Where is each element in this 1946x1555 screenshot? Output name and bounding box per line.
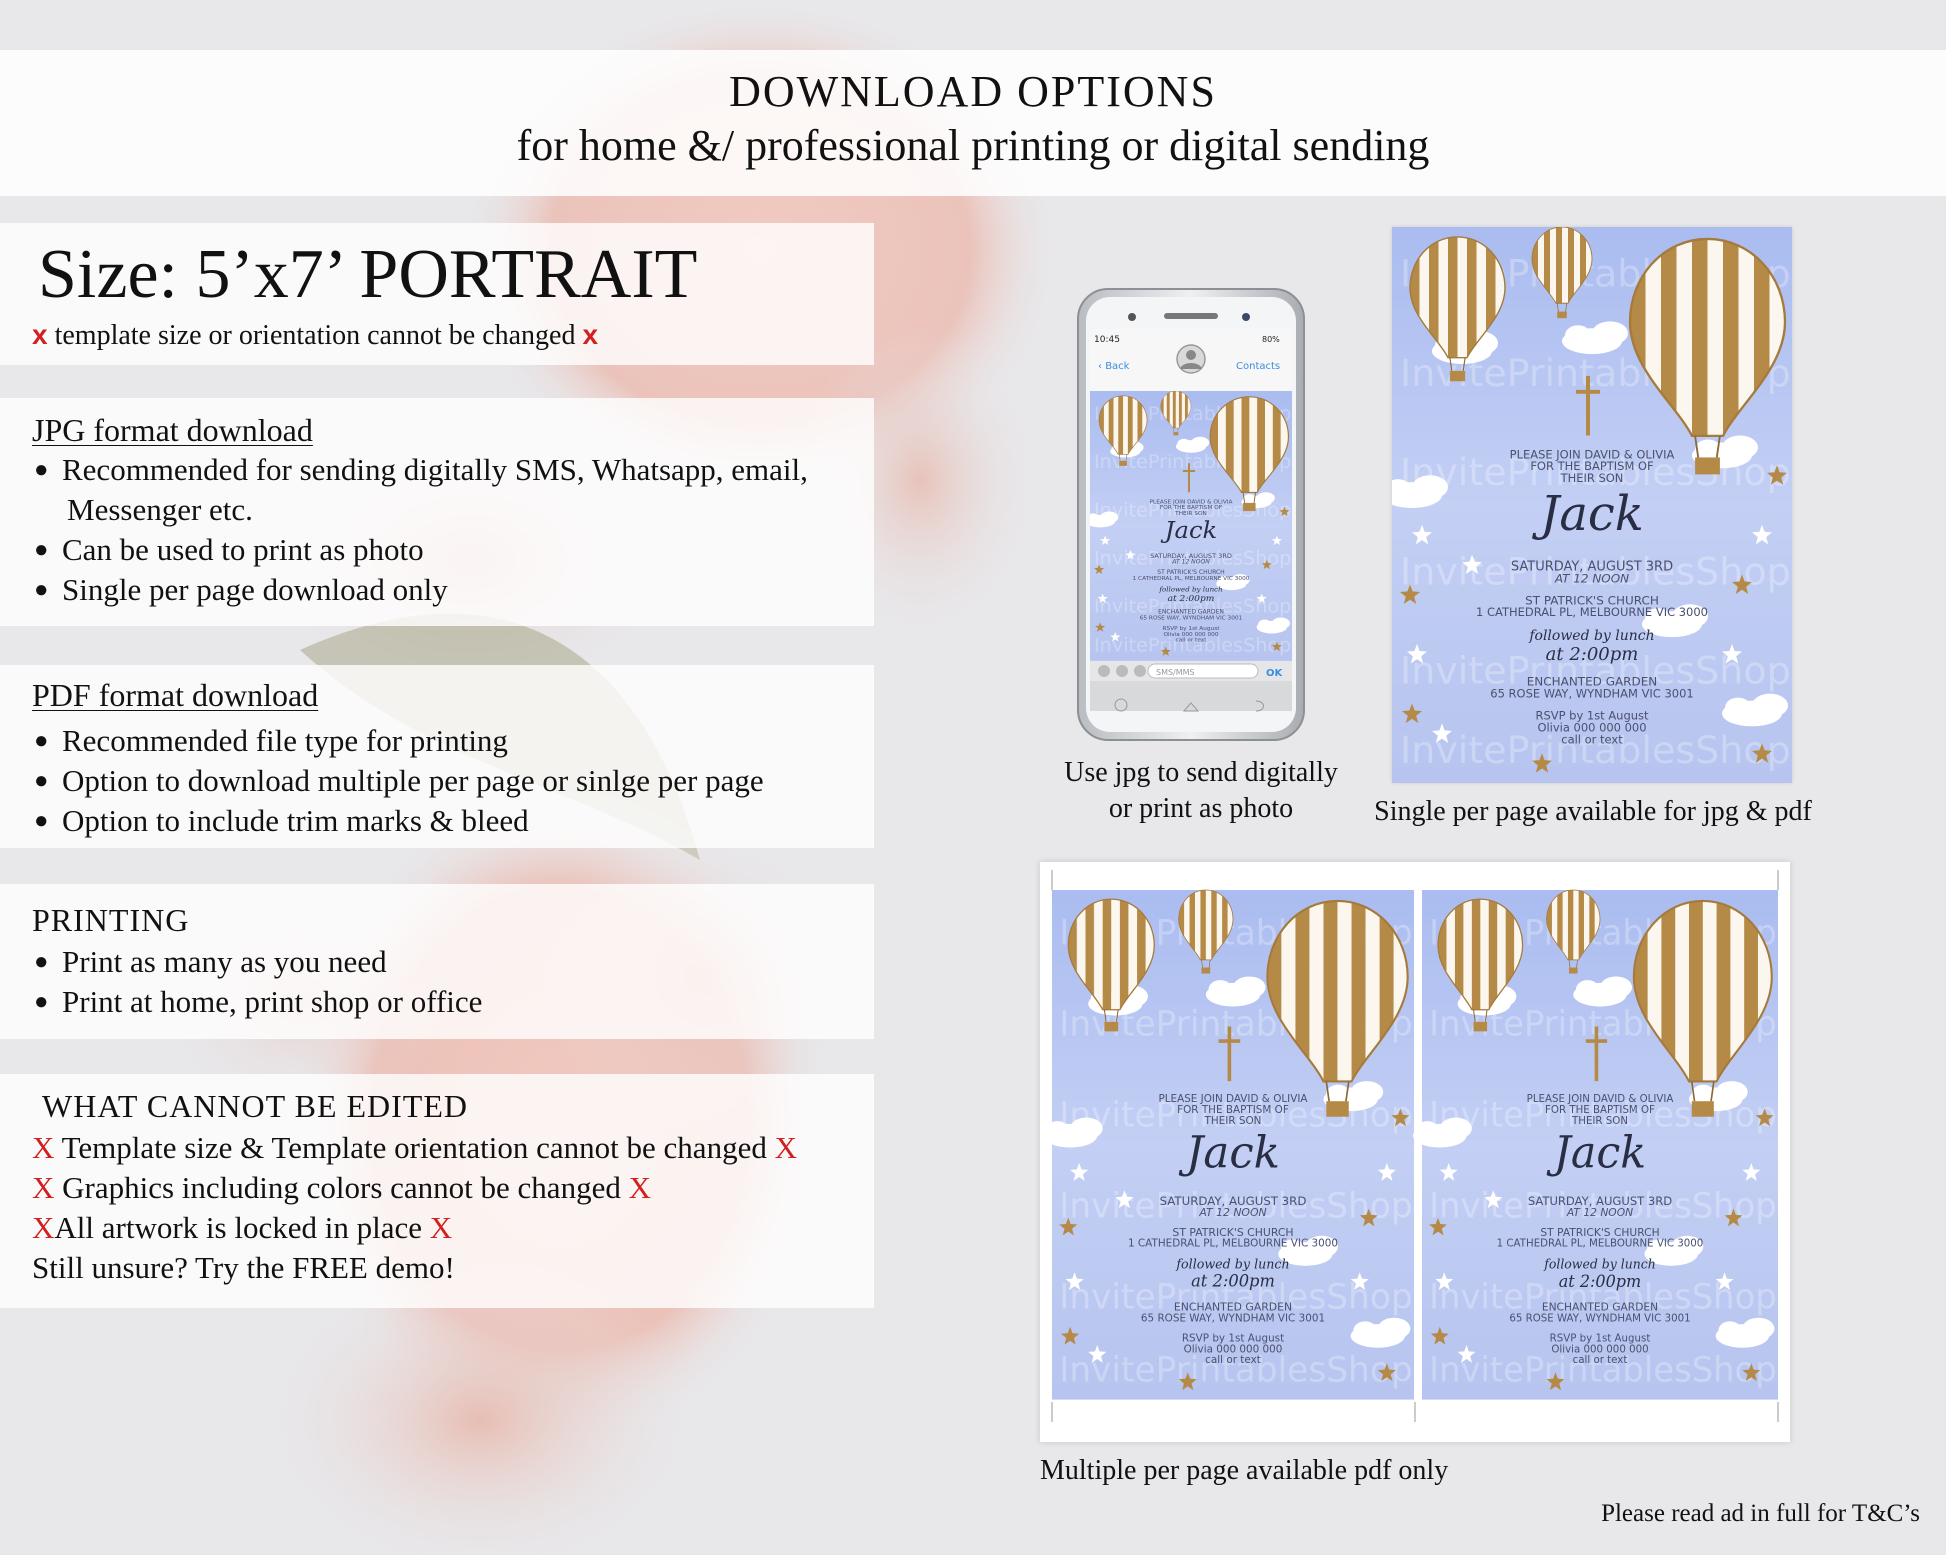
bullet-icon: ●: [34, 768, 49, 794]
x-mark-icon: X: [429, 1210, 453, 1245]
single-invitation-card: [1392, 227, 1792, 783]
bullet-icon: ●: [34, 537, 49, 563]
bullet-icon: ●: [34, 577, 49, 603]
pdf-panel: [0, 665, 874, 848]
printing-title: PRINTING: [32, 902, 190, 938]
bullet-text: Recommended for sending digitally SMS, Whatsapp, email,: [62, 452, 808, 487]
bullet-icon: ●: [34, 949, 49, 975]
list-item: [32, 721, 764, 761]
bullet-text: Recommended file type for printing: [62, 723, 508, 758]
caption-line: or print as photo: [1108, 793, 1294, 824]
line-text: Template size & Template orientation cannot be changed: [61, 1130, 767, 1165]
size-note: [32, 319, 598, 352]
bullet-text: Print at home, print shop or office: [62, 984, 483, 1019]
bullet-text: Option to include trim marks & bleed: [62, 803, 529, 838]
jpg-panel: [0, 398, 874, 626]
heart-icon: [1134, 665, 1146, 677]
phone-caption: [1040, 755, 1362, 827]
contacts-link[interactable]: Contacts: [1236, 361, 1281, 372]
x-mark-icon: x: [582, 319, 599, 350]
x-mark-icon: X: [628, 1170, 651, 1205]
x-mark-icon: x: [32, 319, 48, 350]
phone-battery: 80%: [1262, 335, 1280, 344]
list-item: [32, 982, 482, 1022]
bullet-icon: ●: [34, 989, 49, 1015]
x-mark-icon: X: [774, 1130, 797, 1165]
list-item: [32, 942, 482, 982]
list-item: [32, 761, 764, 801]
x-mark-icon: X: [32, 1210, 55, 1245]
size-title: Size: 5’x7’ PORTRAIT: [38, 236, 698, 313]
apps-icon: [1116, 665, 1128, 677]
pdf-bullet-list: [32, 721, 764, 841]
bullet-text: Single per page download only: [62, 572, 448, 607]
bullet-text: Print as many as you need: [62, 944, 387, 979]
x-mark-icon: X: [32, 1170, 55, 1205]
size-panel: [0, 223, 874, 365]
multiple-caption: Multiple per page available pdf only: [1040, 1455, 1449, 1486]
bullet-text: Can be used to print as photo: [62, 532, 424, 567]
x-mark-icon: X: [32, 1130, 55, 1165]
demo-line: Still unsure? Try the FREE demo!: [32, 1250, 455, 1285]
printing-panel: [0, 884, 874, 1039]
cannot-edit-panel: [0, 1074, 874, 1308]
jpg-bullet-list: [32, 450, 808, 610]
pdf-title: PDF format download: [32, 677, 319, 713]
list-item: [32, 801, 764, 841]
bullet-text: Option to download multiple per page or sinlge per page: [62, 763, 764, 798]
sheet-invitation-right: [1413, 890, 1778, 1400]
bullet-icon: ●: [34, 808, 49, 834]
jpg-title: JPG format download: [32, 412, 313, 448]
line-text: Graphics including colors cannot be changed: [62, 1170, 621, 1205]
phone-time: 10:45: [1094, 335, 1120, 345]
phone-mockup: [1076, 287, 1306, 742]
size-note-text: template size or orientation cannot be changed: [54, 320, 576, 351]
message-placeholder: SMS/MMS: [1156, 668, 1195, 677]
caption-line: Use jpg to send digitally: [1064, 757, 1338, 788]
back-chevron-icon: ‹: [1098, 361, 1106, 372]
cannot-edit-lines: [32, 1128, 797, 1288]
cannot-edit-line: [32, 1208, 797, 1248]
header-banner: [0, 50, 1946, 196]
page-subtitle: for home &/ professional printing or digital sending: [516, 121, 1430, 170]
cannot-edit-line: [32, 1128, 797, 1168]
bullet-icon: ●: [34, 728, 49, 754]
list-item: [32, 530, 808, 570]
multi-page-sheet: [1040, 862, 1790, 1442]
printing-bullet-list: [32, 942, 482, 1022]
list-item: [32, 450, 808, 490]
sheet-invitation-left: [1043, 890, 1414, 1400]
cannot-edit-title: WHAT CANNOT BE EDITED: [42, 1088, 468, 1124]
phone-invitation-preview: [1085, 391, 1292, 661]
line-text: All artwork is locked in place: [54, 1210, 422, 1245]
footer-note: Please read ad in full for T&C’s: [1601, 1500, 1920, 1527]
cannot-edit-line: [32, 1168, 797, 1208]
list-item: [32, 490, 808, 530]
camera-icon: [1098, 665, 1110, 677]
bullet-icon: ●: [34, 457, 49, 483]
list-item: [32, 570, 808, 610]
page-title: DOWNLOAD OPTIONS: [729, 67, 1217, 116]
single-caption: Single per page available for jpg & pdf: [1374, 796, 1812, 827]
back-link[interactable]: ‹ Back: [1098, 361, 1130, 372]
ok-button[interactable]: OK: [1266, 668, 1283, 679]
bullet-text: Messenger etc.: [67, 492, 253, 527]
